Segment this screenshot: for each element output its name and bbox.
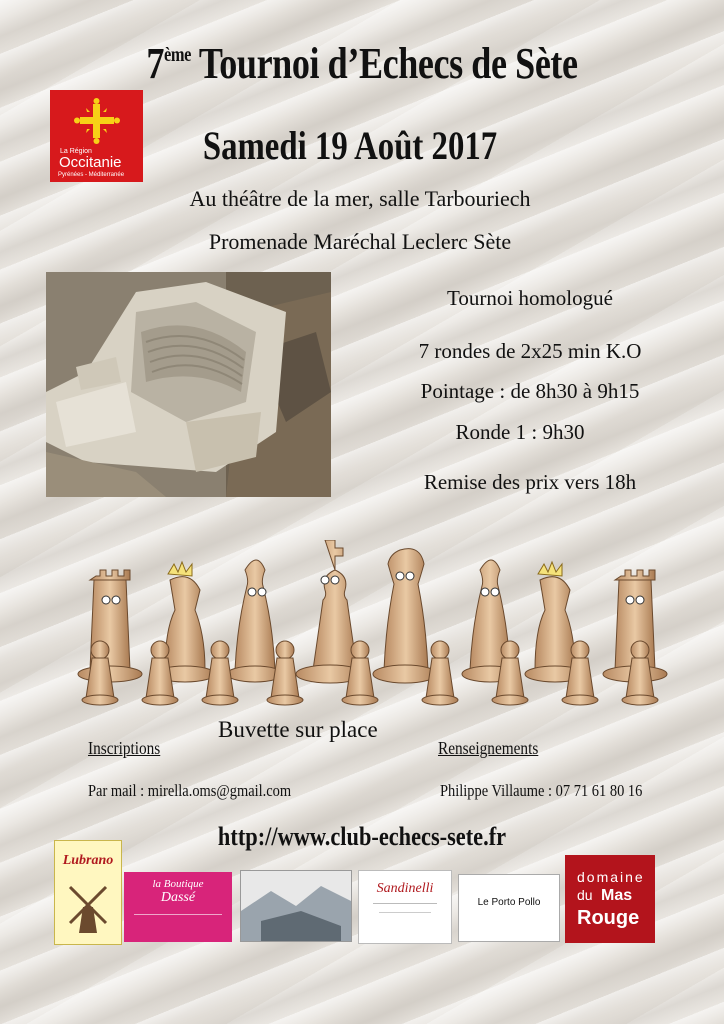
info-rounds: 7 rondes de 2x25 min K.O xyxy=(418,339,642,363)
occitanie-logo xyxy=(50,90,143,182)
sponsor-mas-rouge xyxy=(565,855,655,943)
inscriptions-email[interactable]: Par mail : mirella.oms@gmail.com xyxy=(88,781,292,800)
windmill-icon xyxy=(55,877,121,937)
sponsor-sandinelli xyxy=(358,870,452,944)
inscriptions-heading: Inscriptions xyxy=(88,738,161,758)
info-remise: Remise des prix vers 18h xyxy=(423,470,637,494)
info-pointage: Pointage : de 8h30 à 9h15 xyxy=(420,379,640,403)
info-ronde1: Ronde 1 : 9h30 xyxy=(455,420,585,444)
porto-label: Le Porto Pollo xyxy=(477,897,541,908)
lubrano-label: Lubrano xyxy=(62,853,114,868)
mas-rouge-word-3: Mas xyxy=(601,887,633,904)
chess-pieces-illustration xyxy=(70,540,670,710)
sponsor-lubrano xyxy=(54,840,122,945)
sandinelli-label: Sandinelli xyxy=(376,881,434,896)
logo-name: Occitanie xyxy=(59,154,122,171)
boutique-line-1: la Boutique xyxy=(152,878,204,890)
info-homologue: Tournoi homologué xyxy=(447,286,613,310)
mas-rouge-word-1: domaine xyxy=(577,869,645,885)
page-title xyxy=(65,38,659,89)
occitan-cross-icon xyxy=(50,92,143,152)
sponsor-boutique-dasse xyxy=(124,872,232,942)
logo-subtitle: Pyrénées - Méditerranée xyxy=(58,172,125,178)
buvette-text: Buvette sur place xyxy=(218,717,378,742)
boutique-line-2: Dassé xyxy=(160,890,196,905)
event-date: Samedi 19 Août 2017 xyxy=(202,123,498,168)
title-superscript: ème xyxy=(163,44,191,66)
sponsor-porto-pollo xyxy=(458,874,560,942)
theatre-photo xyxy=(46,272,331,497)
logo-region-label: La Région xyxy=(60,148,92,155)
sponsor-photo-banner xyxy=(240,870,352,942)
renseignements-heading: Renseignements xyxy=(438,738,539,758)
website-url[interactable]: http://www.club-echecs-sete.fr xyxy=(217,822,507,851)
title-number: 7 xyxy=(146,39,164,88)
mas-rouge-word-4: Rouge xyxy=(577,907,640,929)
renseignements-phone[interactable]: Philippe Villaume : 07 71 61 80 16 xyxy=(440,781,643,800)
title-text: Tournoi d’Echecs de Sète xyxy=(190,39,578,88)
mas-rouge-word-2: du xyxy=(577,887,593,903)
venue-line-2: Promenade Maréchal Leclerc Sète xyxy=(208,229,512,254)
venue-line-1: Au théâtre de la mer, salle Tarbouriech xyxy=(189,186,531,211)
